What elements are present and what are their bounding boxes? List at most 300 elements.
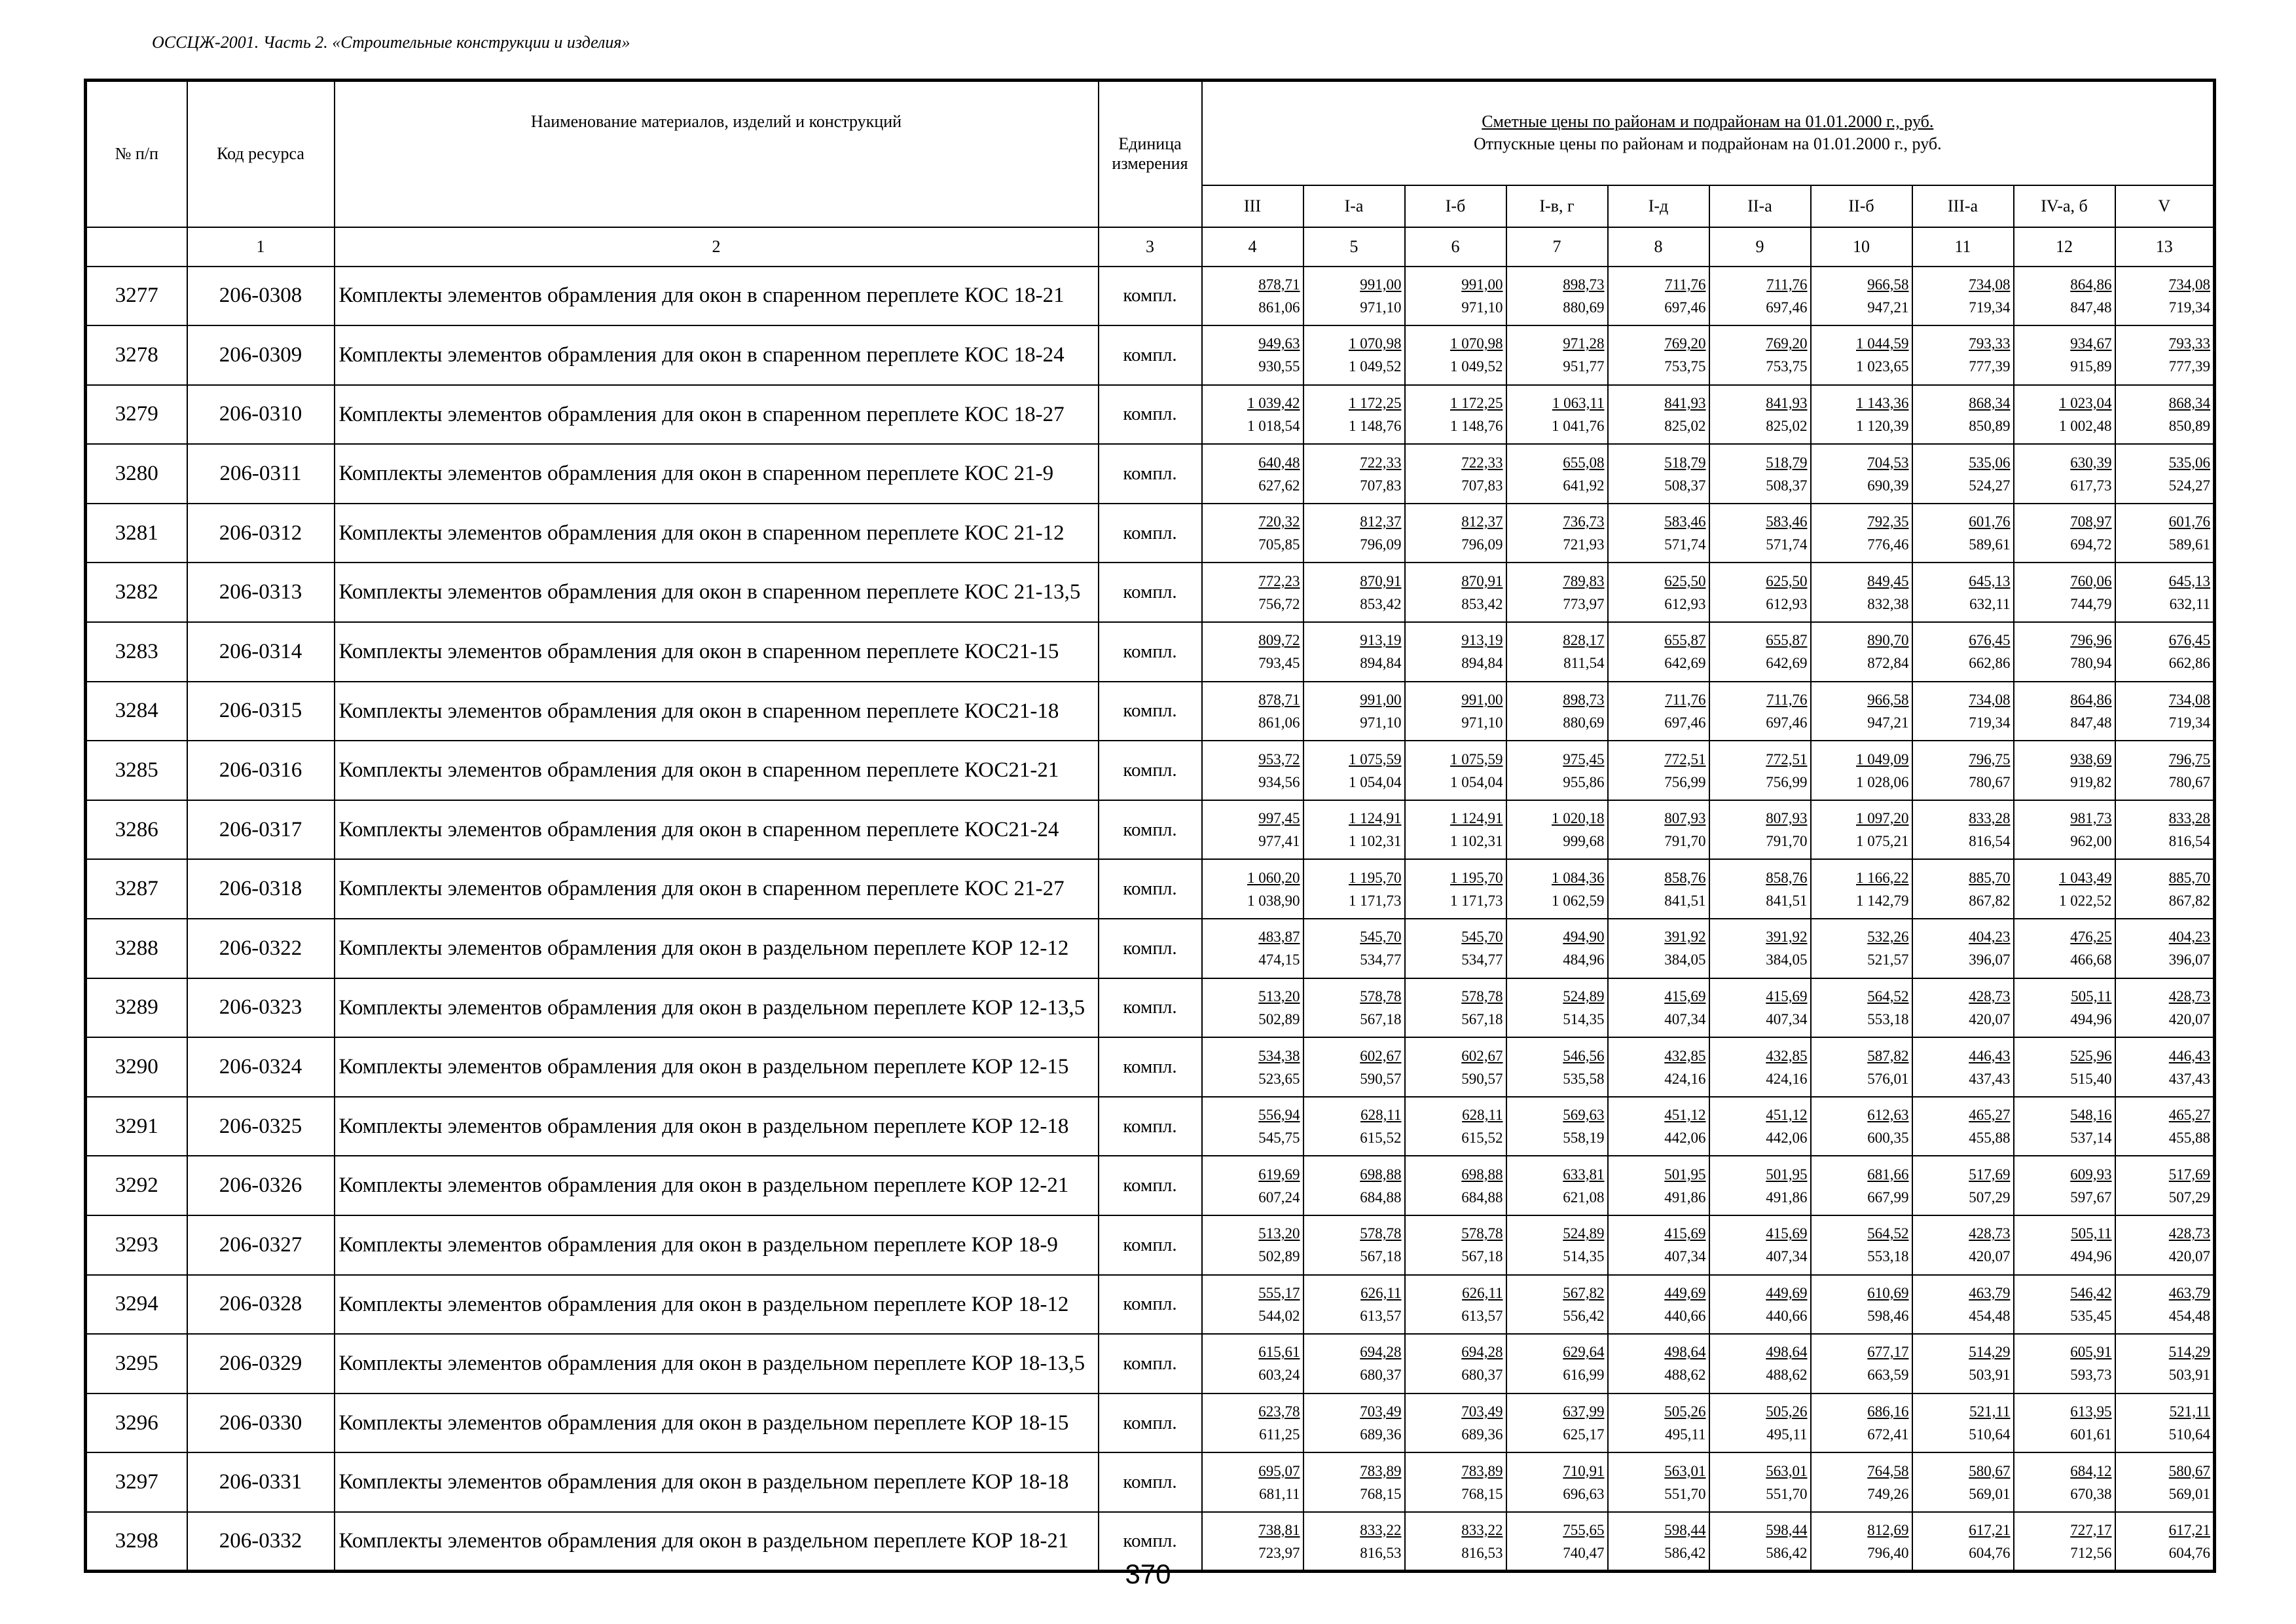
release-price: 553,18 <box>1867 1010 1909 1027</box>
release-price: 825,02 <box>1664 417 1706 434</box>
row-number: 3282 <box>86 563 187 622</box>
table-row <box>86 1334 2215 1393</box>
price-cell <box>2115 267 2215 326</box>
price-cell <box>1811 978 1912 1038</box>
estimated-price: 704,53 <box>1867 454 1909 471</box>
estimated-price: 628,11 <box>1462 1107 1503 1124</box>
row-number: 3283 <box>86 622 187 682</box>
estimated-price: 645,13 <box>1969 572 2011 589</box>
row-number: 3291 <box>86 1097 187 1156</box>
price-cell <box>1506 325 1608 385</box>
release-price: 880,69 <box>1563 299 1605 316</box>
price-cell <box>2014 504 2115 563</box>
price-cell <box>1912 1334 2014 1393</box>
estimated-price: 1 039,42 <box>1247 394 1300 411</box>
column-number-blank <box>86 227 187 267</box>
release-price: 756,99 <box>1766 773 1808 790</box>
release-price: 537,14 <box>2070 1130 2112 1147</box>
row-number: 3298 <box>86 1512 187 1572</box>
unit-of-measure: компл. <box>1099 1275 1202 1335</box>
price-cell <box>1912 504 2014 563</box>
prices-release-caption: Отпускные цены по районам и подрайонам на 01.01.2000 г., руб. <box>1473 134 1942 154</box>
resource-code: 206-0328 <box>187 1275 335 1335</box>
release-price: 861,06 <box>1258 714 1300 731</box>
estimated-price: 451,12 <box>1664 1107 1706 1124</box>
estimated-price: 518,79 <box>1766 454 1808 471</box>
unit-of-measure: компл. <box>1099 741 1202 800</box>
release-price: 1 038,90 <box>1247 892 1300 909</box>
release-price: 488,62 <box>1766 1367 1808 1384</box>
table-row <box>86 1097 2215 1156</box>
price-cell <box>2115 1452 2215 1512</box>
release-price: 534,77 <box>1461 951 1503 969</box>
estimated-price: 789,83 <box>1563 572 1605 589</box>
column-header-no: № п/п <box>86 81 187 227</box>
unit-of-measure: компл. <box>1099 1156 1202 1215</box>
estimated-price: 676,45 <box>1969 632 2011 649</box>
estimated-price: 569,63 <box>1563 1107 1605 1124</box>
price-cell <box>1405 1452 1506 1512</box>
estimated-price: 769,20 <box>1664 335 1706 352</box>
price-cell <box>2115 859 2215 919</box>
release-price: 613,57 <box>1360 1307 1402 1324</box>
region-header: III-а <box>1912 185 2014 227</box>
price-cell <box>1709 1215 1811 1275</box>
price-cell <box>1202 859 1303 919</box>
estimated-price: 833,28 <box>2168 810 2211 827</box>
item-name: Комплекты элементов обрамления для окон в спаренном переплете КОС 21-12 <box>335 504 1099 563</box>
price-cell <box>1608 385 1709 445</box>
release-price: 603,24 <box>1258 1367 1300 1384</box>
release-price: 507,29 <box>2168 1189 2211 1206</box>
table-row <box>86 1215 2215 1275</box>
release-price: 955,86 <box>1563 773 1605 790</box>
price-cell <box>1608 1334 1709 1393</box>
price-cell <box>1506 1215 1608 1275</box>
column-number: 6 <box>1405 227 1506 267</box>
price-cell <box>2115 563 2215 622</box>
release-price: 681,11 <box>1259 1485 1300 1502</box>
resource-code: 206-0331 <box>187 1452 335 1512</box>
price-cell <box>1912 267 2014 326</box>
release-price: 796,09 <box>1360 536 1402 553</box>
estimated-price: 628,11 <box>1360 1107 1402 1124</box>
release-price: 793,45 <box>1258 655 1300 672</box>
price-cell <box>1202 504 1303 563</box>
estimated-price: 391,92 <box>1664 929 1706 946</box>
price-cell <box>1303 978 1405 1038</box>
release-price: 1 075,21 <box>1856 833 1909 850</box>
release-price: 586,42 <box>1766 1544 1808 1561</box>
release-price: 424,16 <box>1664 1070 1706 1087</box>
release-price: 515,40 <box>2070 1070 2112 1087</box>
estimated-price: 828,17 <box>1563 632 1605 649</box>
release-price: 816,54 <box>1969 833 2011 850</box>
estimated-price: 545,70 <box>1360 929 1402 946</box>
estimated-price: 898,73 <box>1563 276 1605 293</box>
unit-of-measure: компл. <box>1099 385 1202 445</box>
price-cell <box>1405 267 1506 326</box>
release-price: 825,02 <box>1766 417 1808 434</box>
release-price: 569,01 <box>1969 1485 2011 1502</box>
item-name: Комплекты элементов обрамления для окон в раздельном переплете КОР 18-9 <box>335 1215 1099 1275</box>
estimated-price: 1 049,09 <box>1856 750 1909 767</box>
estimated-price: 602,67 <box>1360 1047 1402 1064</box>
estimated-price: 812,37 <box>1461 513 1503 530</box>
price-cell <box>1303 1097 1405 1156</box>
region-header: I-а <box>1303 185 1405 227</box>
price-cell <box>2014 859 2115 919</box>
estimated-price: 564,52 <box>1867 987 1909 1005</box>
row-number: 3297 <box>86 1452 187 1512</box>
price-cell <box>1405 325 1506 385</box>
estimated-price: 626,11 <box>1360 1284 1402 1301</box>
estimated-price: 415,69 <box>1664 1225 1706 1242</box>
region-header: II-а <box>1709 185 1811 227</box>
release-price: 756,72 <box>1258 595 1300 612</box>
release-price: 454,48 <box>2168 1307 2211 1324</box>
release-price: 1 062,59 <box>1552 892 1605 909</box>
price-cell <box>1202 385 1303 445</box>
release-price: 590,57 <box>1461 1070 1503 1087</box>
release-price: 719,34 <box>2168 299 2211 316</box>
release-price: 816,53 <box>1461 1544 1503 1561</box>
release-price: 407,34 <box>1766 1010 1808 1027</box>
estimated-price: 583,46 <box>1766 513 1808 530</box>
price-cell <box>1405 563 1506 622</box>
price-cell <box>1405 1097 1506 1156</box>
price-cell <box>1811 919 1912 978</box>
release-price: 971,10 <box>1461 299 1503 316</box>
release-price: 524,27 <box>2168 477 2211 494</box>
estimated-price: 645,13 <box>2168 572 2211 589</box>
release-price: 1 102,31 <box>1349 833 1402 850</box>
price-cell <box>1405 1037 1506 1097</box>
column-header-name: Наименование материалов, изделий и конструкций <box>335 81 1099 227</box>
estimated-price: 734,08 <box>1969 691 2011 708</box>
price-cell <box>1608 978 1709 1038</box>
price-cell <box>1912 563 2014 622</box>
price-cell <box>2014 444 2115 504</box>
unit-of-measure: компл. <box>1099 800 1202 860</box>
release-price: 880,69 <box>1563 714 1605 731</box>
estimated-price: 878,71 <box>1258 276 1300 293</box>
release-price: 384,05 <box>1766 951 1808 969</box>
unit-of-measure: компл. <box>1099 563 1202 622</box>
price-cell <box>1709 504 1811 563</box>
release-price: 407,34 <box>1766 1248 1808 1265</box>
price-cell <box>1405 1215 1506 1275</box>
estimated-price: 913,19 <box>1360 632 1402 649</box>
release-price: 753,75 <box>1664 358 1706 375</box>
row-number: 3288 <box>86 919 187 978</box>
column-number: 1 <box>187 227 335 267</box>
estimated-price: 676,45 <box>2168 632 2211 649</box>
price-cell <box>1506 1097 1608 1156</box>
price-cell <box>1303 267 1405 326</box>
resource-code: 206-0329 <box>187 1334 335 1393</box>
release-price: 1 142,79 <box>1856 892 1909 909</box>
release-price: 796,40 <box>1867 1544 1909 1561</box>
price-cell <box>2014 1334 2115 1393</box>
estimated-price: 975,45 <box>1563 750 1605 767</box>
unit-of-measure: компл. <box>1099 622 1202 682</box>
price-cell <box>2115 444 2215 504</box>
price-cell <box>1303 1275 1405 1335</box>
price-cell <box>1709 682 1811 741</box>
estimated-price: 772,23 <box>1258 572 1300 589</box>
release-price: 841,51 <box>1664 892 1706 909</box>
estimated-price: 796,96 <box>2070 632 2112 649</box>
release-price: 934,56 <box>1258 773 1300 790</box>
estimated-price: 703,49 <box>1360 1403 1402 1420</box>
price-cell <box>1303 1156 1405 1215</box>
estimated-price: 681,66 <box>1867 1166 1909 1183</box>
release-price: 719,34 <box>1969 714 2011 731</box>
estimated-price: 463,79 <box>2168 1284 2211 1301</box>
price-cell <box>1811 1334 1912 1393</box>
price-cell <box>1506 622 1608 682</box>
price-cell <box>1811 1393 1912 1453</box>
release-price: 690,39 <box>1867 477 1909 494</box>
price-cell <box>1912 325 2014 385</box>
release-price: 558,19 <box>1563 1130 1605 1147</box>
estimated-price: 1 070,98 <box>1349 335 1402 352</box>
estimated-price: 1 195,70 <box>1450 869 1503 886</box>
price-cell <box>1709 741 1811 800</box>
estimated-price: 772,51 <box>1766 750 1808 767</box>
estimated-price: 1 166,22 <box>1856 869 1909 886</box>
price-cell <box>1608 919 1709 978</box>
region-header: V <box>2115 185 2215 227</box>
release-price: 598,46 <box>1867 1307 1909 1324</box>
estimated-price: 913,19 <box>1461 632 1503 649</box>
release-price: 571,74 <box>1664 536 1706 553</box>
row-number: 3279 <box>86 385 187 445</box>
estimated-price: 625,50 <box>1664 572 1706 589</box>
release-price: 442,06 <box>1664 1130 1706 1147</box>
row-number: 3277 <box>86 267 187 326</box>
release-price: 604,76 <box>2168 1544 2211 1561</box>
estimated-price: 885,70 <box>1969 869 2011 886</box>
release-price: 625,17 <box>1563 1426 1605 1443</box>
release-price: 756,99 <box>1664 773 1706 790</box>
price-cell <box>1405 978 1506 1038</box>
price-cell <box>1709 267 1811 326</box>
price-cell <box>1709 1275 1811 1335</box>
release-price: 791,70 <box>1766 833 1808 850</box>
release-price: 847,48 <box>2070 714 2112 731</box>
release-price: 1 049,52 <box>1450 358 1503 375</box>
price-cell <box>1405 1334 1506 1393</box>
price-cell <box>1608 1215 1709 1275</box>
release-price: 1 022,52 <box>2059 892 2112 909</box>
estimated-price: 428,73 <box>1969 1225 2011 1242</box>
price-cell <box>2014 385 2115 445</box>
estimated-price: 738,81 <box>1258 1521 1300 1538</box>
price-cell <box>1709 1334 1811 1393</box>
estimated-price: 637,99 <box>1563 1403 1605 1420</box>
table-row <box>86 741 2215 800</box>
release-price: 1 018,54 <box>1247 417 1300 434</box>
estimated-price: 841,93 <box>1664 394 1706 411</box>
price-cell <box>1709 385 1811 445</box>
release-price: 1 002,48 <box>2059 417 2112 434</box>
item-name: Комплекты элементов обрамления для окон в спаренном переплете КОС 18-21 <box>335 267 1099 326</box>
document-header: ОССЦЖ-2001. Часть 2. «Строительные конструкции и изделия» <box>152 33 630 52</box>
region-header: III <box>1202 185 1303 227</box>
price-cell <box>2014 1156 2115 1215</box>
price-cell <box>1202 1156 1303 1215</box>
release-price: 847,48 <box>2070 299 2112 316</box>
price-cell <box>1709 800 1811 860</box>
estimated-price: 524,89 <box>1563 987 1605 1005</box>
release-price: 705,85 <box>1258 536 1300 553</box>
estimated-price: 655,87 <box>1766 632 1808 649</box>
unit-of-measure: компл. <box>1099 1393 1202 1453</box>
item-name: Комплекты элементов обрамления для окон в раздельном переплете КОР 18-18 <box>335 1452 1099 1512</box>
price-cell <box>2115 1393 2215 1453</box>
price-cell <box>1608 1037 1709 1097</box>
estimated-price: 578,78 <box>1360 1225 1402 1242</box>
estimated-price: 1 075,59 <box>1349 750 1402 767</box>
release-price: 689,36 <box>1461 1426 1503 1443</box>
estimated-price: 432,85 <box>1664 1047 1706 1064</box>
release-price: 495,11 <box>1665 1426 1706 1443</box>
estimated-price: 534,38 <box>1258 1047 1300 1064</box>
price-cell <box>1709 1037 1811 1097</box>
release-price: 567,18 <box>1360 1248 1402 1265</box>
price-cell <box>1811 563 1912 622</box>
region-header: I-б <box>1405 185 1506 227</box>
price-cell <box>1303 1037 1405 1097</box>
row-number: 3290 <box>86 1037 187 1097</box>
price-cell <box>2115 741 2215 800</box>
release-price: 454,48 <box>1969 1307 2011 1324</box>
estimated-price: 498,64 <box>1664 1344 1706 1361</box>
release-price: 521,57 <box>1867 951 1909 969</box>
estimated-price: 567,82 <box>1563 1284 1605 1301</box>
estimated-price: 890,70 <box>1867 632 1909 649</box>
release-price: 491,86 <box>1664 1189 1706 1206</box>
estimated-price: 564,52 <box>1867 1225 1909 1242</box>
estimated-price: 514,29 <box>2168 1344 2211 1361</box>
unit-of-measure: компл. <box>1099 919 1202 978</box>
estimated-price: 583,46 <box>1664 513 1706 530</box>
item-name: Комплекты элементов обрамления для окон в раздельном переплете КОР 12-21 <box>335 1156 1099 1215</box>
estimated-price: 449,69 <box>1766 1284 1808 1301</box>
price-cell <box>1608 444 1709 504</box>
price-cell <box>1709 325 1811 385</box>
release-price: 507,29 <box>1969 1189 2011 1206</box>
release-price: 494,96 <box>2070 1010 2112 1027</box>
price-cell <box>1811 859 1912 919</box>
unit-of-measure: компл. <box>1099 325 1202 385</box>
row-number: 3284 <box>86 682 187 741</box>
estimated-price: 601,76 <box>1969 513 2011 530</box>
resource-code: 206-0318 <box>187 859 335 919</box>
release-price: 667,99 <box>1867 1189 1909 1206</box>
unit-of-measure: компл. <box>1099 1512 1202 1572</box>
price-cell <box>1405 504 1506 563</box>
price-cell <box>2115 1275 2215 1335</box>
estimated-price: 1 097,20 <box>1856 810 1909 827</box>
estimated-price: 428,73 <box>1969 987 2011 1005</box>
release-price: 488,62 <box>1664 1367 1706 1384</box>
release-price: 571,74 <box>1766 536 1808 553</box>
release-price: 621,08 <box>1563 1189 1605 1206</box>
price-cell <box>1506 1393 1608 1453</box>
release-price: 780,67 <box>1969 773 2011 790</box>
price-cell <box>2115 385 2215 445</box>
estimated-price: 432,85 <box>1766 1047 1808 1064</box>
price-cell <box>1608 504 1709 563</box>
estimated-price: 1 124,91 <box>1349 810 1402 827</box>
release-price: 535,58 <box>1563 1070 1605 1087</box>
release-price: 567,18 <box>1461 1010 1503 1027</box>
unit-of-measure: компл. <box>1099 1037 1202 1097</box>
price-cell <box>1202 1097 1303 1156</box>
row-number: 3293 <box>86 1215 187 1275</box>
estimated-price: 1 084,36 <box>1552 869 1605 886</box>
estimated-price: 1 172,25 <box>1349 394 1402 411</box>
price-cell <box>1912 1275 2014 1335</box>
estimated-price: 677,17 <box>1867 1344 1909 1361</box>
release-price: 919,82 <box>2070 773 2112 790</box>
release-price: 719,34 <box>1969 299 2011 316</box>
release-price: 680,37 <box>1461 1367 1503 1384</box>
estimated-price: 736,73 <box>1563 513 1605 530</box>
estimated-price: 849,45 <box>1867 572 1909 589</box>
price-cell <box>1608 622 1709 682</box>
price-cell <box>2014 267 2115 326</box>
estimated-price: 734,08 <box>2168 276 2211 293</box>
estimated-price: 630,39 <box>2070 454 2112 471</box>
price-cell <box>1608 800 1709 860</box>
price-cell <box>1709 1393 1811 1453</box>
table-row <box>86 1156 2215 1215</box>
item-name: Комплекты элементов обрамления для окон в спаренном переплете КОС 21-27 <box>335 859 1099 919</box>
estimated-price: 949,63 <box>1258 335 1300 352</box>
price-cell <box>2115 919 2215 978</box>
price-cell <box>1303 1452 1405 1512</box>
estimated-price: 587,82 <box>1867 1047 1909 1064</box>
release-price: 503,91 <box>1969 1367 2011 1384</box>
release-price: 791,70 <box>1664 833 1706 850</box>
release-price: 384,05 <box>1664 951 1706 969</box>
unit-of-measure: компл. <box>1099 859 1202 919</box>
release-price: 466,68 <box>2070 951 2112 969</box>
estimated-price: 868,34 <box>2168 394 2211 411</box>
release-price: 780,67 <box>2168 773 2211 790</box>
estimated-price: 640,48 <box>1258 454 1300 471</box>
release-price: 601,61 <box>2070 1426 2112 1443</box>
unit-of-measure: компл. <box>1099 1097 1202 1156</box>
price-cell <box>1811 1452 1912 1512</box>
column-number: 5 <box>1303 227 1405 267</box>
release-price: 850,89 <box>2168 417 2211 434</box>
estimated-price: 521,11 <box>2169 1403 2211 1420</box>
estimated-price: 1 070,98 <box>1450 335 1503 352</box>
item-name: Комплекты элементов обрамления для окон в раздельном переплете КОР 18-13,5 <box>335 1334 1099 1393</box>
estimated-price: 555,17 <box>1258 1284 1300 1301</box>
release-price: 642,69 <box>1766 655 1808 672</box>
release-price: 867,82 <box>1969 892 2011 909</box>
price-cell <box>2115 1334 2215 1393</box>
column-number: 8 <box>1608 227 1709 267</box>
price-cell <box>1303 563 1405 622</box>
item-name: Комплекты элементов обрамления для окон в спаренном переплете КОС 21-9 <box>335 444 1099 504</box>
